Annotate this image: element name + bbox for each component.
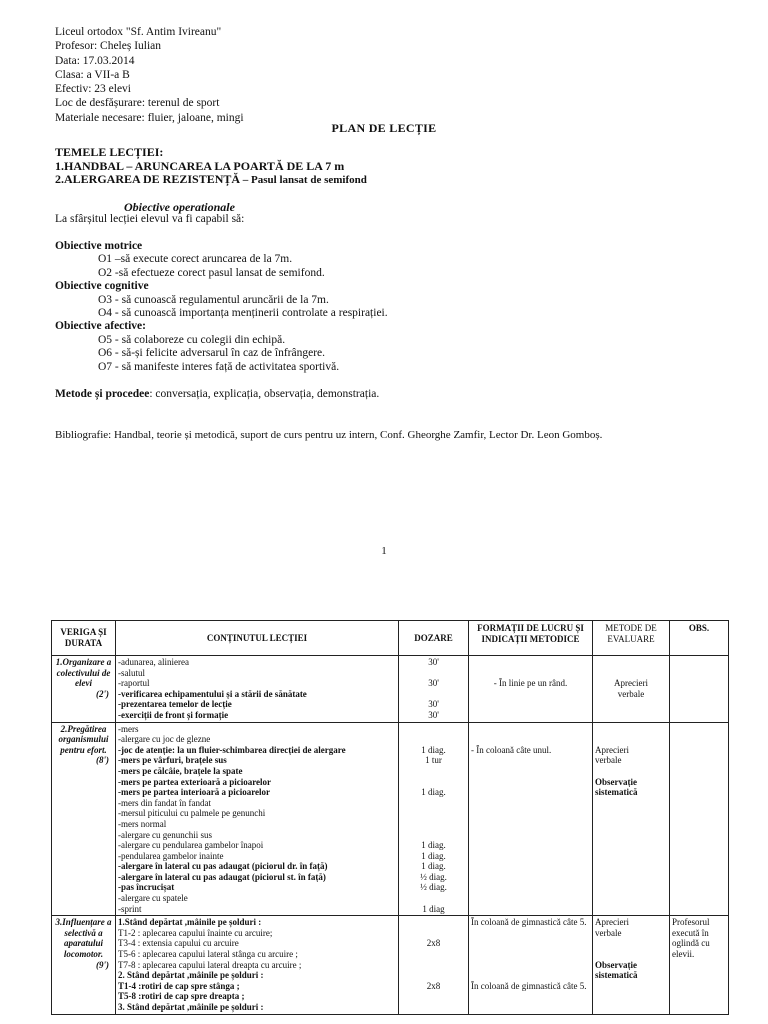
metode-cell-line: sistematică <box>595 970 638 981</box>
veriga-cell <box>52 656 116 723</box>
dozare-cell-line <box>401 668 466 679</box>
metode-cell <box>593 656 670 723</box>
metode-cell-line <box>595 724 667 735</box>
dozare-cell <box>399 722 469 916</box>
metode-cell-line: verbale <box>617 688 645 699</box>
bibliography: Bibliografie: Handbal, teorie și metodică, suport de curs pentru uz intern, Conf. Gheorghe Zamfir, Lector Dr. Leon Gomboș. <box>55 429 603 441</box>
dozare-cell-line <box>401 960 466 971</box>
objective-item: O5 - să colaboreze cu colegii din echipă. <box>98 333 286 346</box>
content-cell-line: -alergare cu spatele <box>118 893 188 904</box>
content-cell-line: -salutul <box>118 667 145 678</box>
dozare-cell <box>399 916 469 1014</box>
formatii-cell-line <box>471 734 590 745</box>
content-cell-line: -adunarea, alinierea <box>118 657 189 667</box>
dozare-cell-line <box>401 724 466 735</box>
formatii-cell <box>469 722 593 916</box>
metode-cell-line: Aprecieri <box>595 917 629 928</box>
dozare-cell-line: 30' <box>428 657 439 667</box>
theme-1: 1.HANDBAL – ARUNCAREA LA POARTĂ DE LA 7 m <box>55 158 345 173</box>
content-cell-line: -mers normal <box>118 818 167 829</box>
content-cell-line: -alergare cu pendularea gambelor înapoi <box>118 840 264 851</box>
obs-cell-line: Profesorul <box>672 917 710 928</box>
theme-2-main: 2.ALERGAREA DE REZISTENȚĂ <box>55 172 241 186</box>
table-row <box>52 916 729 1014</box>
table-header-row <box>52 621 729 656</box>
dozare-cell-line: 1 tur <box>425 755 442 766</box>
metode-cell-line <box>595 668 667 679</box>
dozare-cell-line: 1 diag. <box>421 840 446 851</box>
formatii-cell-line: - În linie pe un rând. <box>493 678 568 689</box>
obs-cell <box>670 722 729 916</box>
objectives-intro: La sfârșitul lecției elevul va fi capabil să: <box>55 213 245 225</box>
metode-cell-line <box>595 938 667 949</box>
dozare-cell-line: 2x8 <box>426 980 441 991</box>
content-cell-line: -mers din fandat în fandat <box>118 797 211 808</box>
metode-cell-line <box>595 657 667 668</box>
dozare-cell-line: ½ diag. <box>420 882 447 893</box>
content-cell-line: -mers pe călcâie, brațele la spate <box>118 765 243 776</box>
objective-item: O1 –să execute corect aruncarea de la 7m. <box>98 253 293 266</box>
formatii-cell-line <box>471 949 590 960</box>
formatii-cell <box>469 656 593 723</box>
content-cell-line: -mers pe vârfuri, brațele sus <box>118 755 227 766</box>
metode-cell-line: sistematică <box>595 787 638 798</box>
objective-group-heading: Obiective motrice <box>55 240 143 252</box>
header-line: Loc de desfășurare: terenul de sport <box>55 97 220 110</box>
dozare-cell-line <box>401 1002 466 1013</box>
formatii-cell-line <box>471 668 590 679</box>
content-cell-line: -mers pe partea exterioară a picioarelor <box>118 776 272 787</box>
table-row <box>52 656 729 723</box>
dozare-cell-line <box>401 766 466 777</box>
formatii-cell-line: În coloană de gimnastică câte 5. <box>471 917 587 928</box>
objective-item: O7 - să manifeste interes față de activitatea sportivă. <box>98 360 340 373</box>
col-header-continut: CONȚINUTUL LECȚIEI <box>116 621 399 656</box>
dozare-cell-line <box>401 819 466 830</box>
formatii-cell-line <box>471 970 590 981</box>
objective-group-heading: Obiective afective: <box>55 320 146 333</box>
dozare-cell-line <box>401 830 466 841</box>
col-header-formatii: FORMAȚII DE LUCRU ȘI INDICAȚII METODICE <box>469 621 593 656</box>
lesson-themes <box>55 146 367 188</box>
header-line: Efectiv: 23 elevi <box>55 83 131 96</box>
formatii-cell-line: În coloană de gimnastică câte 5. <box>471 980 587 991</box>
dozare-cell-line: 1 diag. <box>421 861 446 872</box>
dozare-cell-line <box>401 777 466 788</box>
obs-cell-line: oglindă cu <box>672 938 710 949</box>
metode-cell-line: verbale <box>595 755 622 766</box>
theme-2-sub: – Pasul lansat de semifond <box>240 174 367 186</box>
veriga-cell <box>52 916 116 1014</box>
objective-group-heading: Obiective cognitive <box>55 280 149 293</box>
metode-cell-line <box>595 734 667 745</box>
content-cell-line: -joc de atenție: la un fluier-schimbarea direcției de alergare <box>118 744 346 755</box>
obs-cell-line: execută în <box>672 927 709 938</box>
metode-cell-line: Aprecieri <box>595 744 629 755</box>
header-line: Liceul ortodox "Sf. Antim Ivireanu" <box>55 26 222 38</box>
objectives-title: Obiective operationale <box>124 200 235 214</box>
veriga-duration: (9') <box>96 959 109 970</box>
content-cell-line: T5-8 :rotiri de cap spre dreapta ; <box>118 991 245 1002</box>
metode-cell <box>593 722 670 916</box>
content-cell <box>116 656 399 723</box>
content-cell-line: T7-8 : aplecarea capului lateral dreapta cu arcuire ; <box>118 959 302 970</box>
objective-item: O6 - să-și felicite adversarul în caz de înfrângere. <box>98 347 326 360</box>
formatii-cell-line <box>471 724 590 735</box>
veriga-duration: (2') <box>96 688 109 699</box>
objective-item: O3 - să cunoască regulamentul aruncării de la 7m. <box>98 293 329 306</box>
table-row <box>52 722 729 916</box>
col-header-metode: METODE DE EVALUARE <box>593 621 670 656</box>
content-cell-line: -pendularea gambelor inainte <box>118 850 224 861</box>
content-cell-line: -exerciții de front și formație <box>118 709 229 720</box>
dozare-cell-line: 2x8 <box>426 938 441 949</box>
col-header-veriga: VERIGA ȘI DURATA <box>52 621 116 656</box>
formatii-cell-line: - În coloană câte unul. <box>471 744 552 755</box>
content-cell-line: -sprint <box>118 903 142 914</box>
formatii-cell-line <box>471 960 590 971</box>
metode-cell-line <box>595 949 667 960</box>
content-cell-line: 1.Stând depărtat ,mâinile pe șolduri : <box>118 917 262 928</box>
dozare-cell-line: 1 diag. <box>421 850 446 861</box>
objective-item: O4 - să cunoască importanța menținerii controlate a respirației. <box>98 307 388 320</box>
content-cell-line: -alergare cu joc de glezne <box>118 734 211 745</box>
methods-text: : conversația, explicația, observația, demonstrația. <box>149 388 380 400</box>
metode-cell-line <box>595 766 667 777</box>
lesson-plan-table <box>51 620 729 1015</box>
dozare-cell-line <box>401 991 466 1002</box>
metode-cell-line: Observație <box>595 959 637 970</box>
content-cell <box>116 722 399 916</box>
lesson-header <box>55 25 244 125</box>
methods-label: Metode și procedee <box>55 388 150 400</box>
content-cell-line: 3. Stând depărtat ,mâinile pe șolduri : <box>118 1002 264 1012</box>
content-cell-line: -mers pe partea interioară a picioarelor <box>118 787 271 798</box>
content-cell-line: -prezentarea temelor de lecție <box>118 699 232 710</box>
veriga-cell <box>52 722 116 916</box>
formatii-cell-line <box>471 928 590 939</box>
dozare-cell-line <box>401 893 466 904</box>
veriga-duration: (8') <box>96 755 109 766</box>
veriga-title: 3.Influențare a selectivă a aparatului locomotor. <box>55 917 112 960</box>
theme-2 <box>55 173 367 188</box>
dozare-cell-line <box>401 917 466 928</box>
page-number: 1 <box>381 545 387 557</box>
dozare-cell-line: 30' <box>428 699 439 710</box>
veriga-title: 2.Pregătirea organismului pentru efort. <box>58 723 109 755</box>
content-cell-line: -pas încrucișat <box>118 882 175 893</box>
content-cell-line: -mers <box>118 723 139 734</box>
dozare-cell-line <box>401 949 466 960</box>
header-line: Clasa: a VII-a B <box>55 68 130 81</box>
content-cell-line: T1-4 :rotiri de cap spre stânga ; <box>118 980 240 991</box>
header-line: Data: 17.03.2014 <box>55 54 135 67</box>
content-cell-line: T1-2 : aplecarea capului înainte cu arcuire; <box>118 927 273 938</box>
dozare-cell-line <box>401 689 466 700</box>
dozare-cell-line <box>401 970 466 981</box>
formatii-cell <box>469 916 593 1014</box>
content-cell-line: -raportul <box>118 678 150 689</box>
metode-cell-line: Observație <box>595 776 637 787</box>
content-cell-line: 2. Stând depărtat ,mâinile pe șolduri : <box>118 970 264 981</box>
objective-item: O2 -să efectueze corect pasul lansat de semifond. <box>98 266 325 279</box>
col-header-dozare: DOZARE <box>399 621 469 656</box>
metode-cell-line: Aprecieri <box>614 678 648 689</box>
content-cell-line: T5-6 : aplecarea capului lateral stânga cu arcuire ; <box>118 949 298 960</box>
dozare-cell-line: 30' <box>428 678 439 689</box>
formatii-cell-line <box>471 938 590 949</box>
themes-heading: TEMELE LECȚIEI: <box>55 145 164 159</box>
content-cell-line: T3-4 : extensia capului cu arcuire <box>118 938 239 949</box>
plan-title: PLAN DE LECȚIE <box>331 121 437 135</box>
obs-cell <box>670 916 729 1014</box>
header-line: Materiale necesare: fluier, jaloane, mingi <box>55 111 244 124</box>
veriga-title: 1.Organizare a colectivului de elevi <box>55 657 112 689</box>
content-cell <box>116 916 399 1014</box>
obs-cell-line: elevii. <box>672 949 695 960</box>
objectives-list <box>55 240 388 374</box>
header-line: Profesor: Cheleș Iulian <box>55 40 162 53</box>
content-cell-line: -alergare în lateral cu pas adaugat (piciorul st. în față) <box>118 871 326 882</box>
dozare-cell-line: 1 diag <box>422 903 445 914</box>
dozare-cell <box>399 656 469 723</box>
formatii-cell-line <box>471 657 590 668</box>
dozare-cell-line: ½ diag. <box>420 871 447 882</box>
col-header-obs: OBS. <box>670 621 729 656</box>
metode-cell-line: verbale <box>595 927 622 938</box>
content-cell-line: -verificarea echipamentului și a stării de sănătate <box>118 688 307 699</box>
metode-cell <box>593 916 670 1014</box>
dozare-cell-line <box>401 808 466 819</box>
table-body <box>52 656 729 1015</box>
dozare-cell-line <box>401 928 466 939</box>
content-cell-line: -alergare în lateral cu pas adaugat (piciorul dr. în față) <box>118 861 328 872</box>
dozare-cell-line <box>401 734 466 745</box>
dozare-cell-line: 30' <box>428 709 439 720</box>
obs-cell <box>670 656 729 723</box>
methods-line <box>55 388 379 400</box>
content-cell-line: -mersul piticului cu palmele pe genunchi <box>118 808 266 819</box>
content-cell-line: -alergare cu genunchii sus <box>118 829 213 840</box>
dozare-cell-line: 1 diag. <box>421 744 446 755</box>
dozare-cell-line <box>401 798 466 809</box>
dozare-cell-line: 1 diag. <box>421 787 446 798</box>
